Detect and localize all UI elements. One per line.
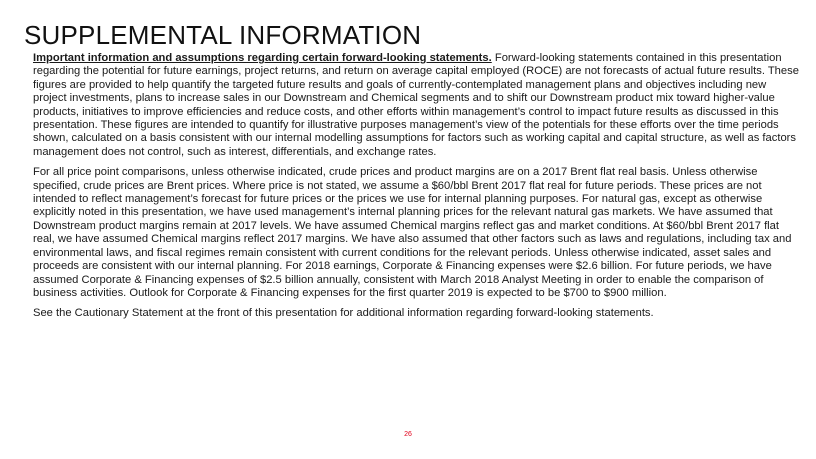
- paragraph-cautionary-reference: [33, 307, 799, 320]
- page-title: SUPPLEMENTAL INFORMATION: [24, 20, 422, 50]
- page-number: 26: [404, 431, 412, 438]
- paragraph-text: Forward-looking statements contained in this presentation regarding the potential for future earnings, project returns, and return on average capital employed (ROCE) are not forecasts of actual future results. These figures are provided to help quantify the targeted future results and goals of currently-contemplated management plans and objectives including new project investments, plans to increase sales in our Downstream and Chemical segments and to shift our Downstream product mix toward higher-value products, initiatives to improve efficiencies and reduce costs, and other efforts within management’s control to impact future results as discussed in this presentation. These figures are intended to quantify for illustrative purposes management’s view of the potentials for these efforts over the time periods shown, calculated on a basis consistent with our internal modelling assumptions for factors such as working capital and capital structure, as well as factors management does not control, such as interest, differentials, and exchange rates.: [33, 52, 799, 158]
- paragraph-lead-heading: Important information and assumptions regarding certain forward-looking statements.: [33, 52, 492, 64]
- paragraph-text: For all price point comparisons, unless otherwise indicated, crude prices and product margins are on a 2017 Brent flat real basis. Unless otherwise specified, crude prices are Brent prices. Where price is not stated, we assume a $60/bbl Brent 2017 flat real for future periods. These prices are not intended to reflect management’s forecast for future prices or the prices we use for internal planning purposes. For natural gas, except as otherwise explicitly noted in this presentation, we have used management’s internal planning prices for the relevant natural gas markets. We have assumed that Downstream product margins remain at 2017 levels. We have assumed Chemical margins reflect gas and market conditions. At $60/bbl Brent 2017 flat real, we have assumed Chemical margins reflect 2017 margins. We have also assumed that other factors such as laws and regulations, including tax and environmental laws, and fiscal regimes remain consistent with current conditions for the relevant periods. Unless otherwise indicated, asset sales and proceeds are consistent with our internal planning. For 2018 earnings, Corporate & Financing expenses were $2.6 billion. For future periods, we have assumed Corporate & Financing expenses of $2.5 billion annually, consistent with March 2018 Analyst Meeting in order to enable the comparison of business activities. Outlook for Corporate & Financing expenses for the first quarter 2019 is expected to be $700 to $900 million.: [33, 166, 792, 299]
- paragraph-price-assumptions: [33, 166, 799, 300]
- body-text: [33, 52, 799, 328]
- paragraph-forward-looking: [33, 52, 799, 159]
- paragraph-text: See the Cautionary Statement at the front of this presentation for additional information regarding forward-looking statements.: [33, 307, 654, 320]
